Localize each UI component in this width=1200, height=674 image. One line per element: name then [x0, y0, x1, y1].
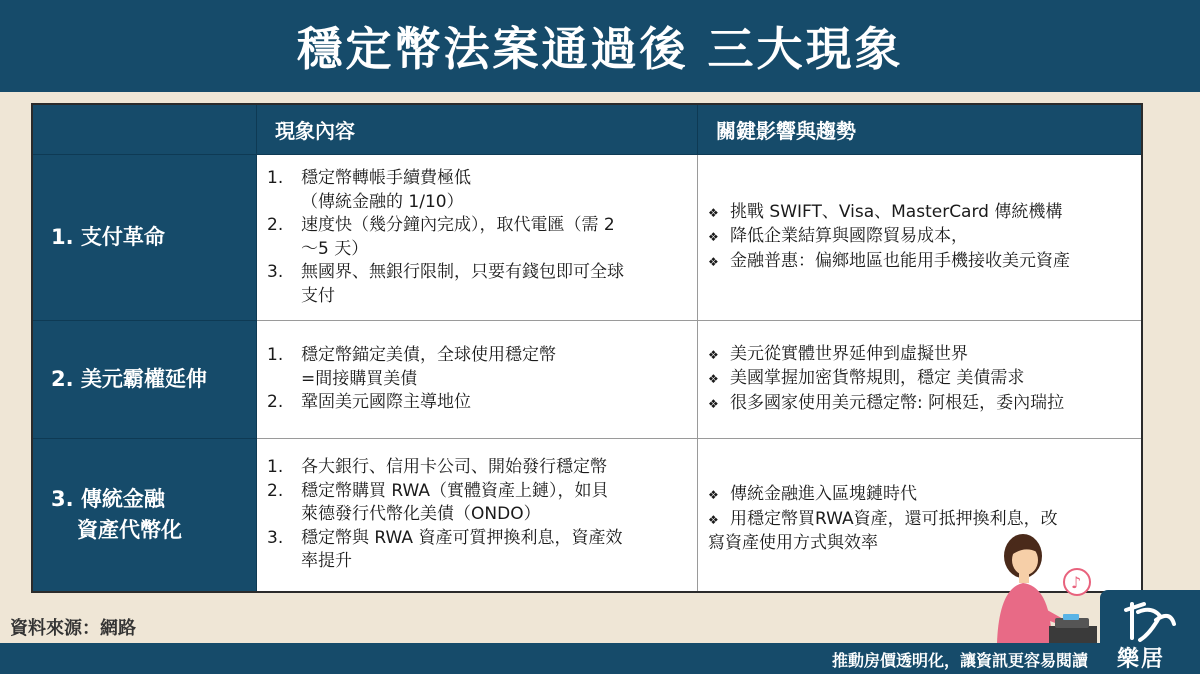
item-number: 2. — [267, 392, 284, 413]
item-number: 2. — [267, 480, 284, 501]
item-text: 速度快（幾分鐘內完成），取代電匯（需 2 — [301, 215, 615, 235]
impact-text: 用穩定幣買RWA資產，還可抵押換利息，改 — [730, 508, 1058, 529]
impact-text: 美國掌握加密貨幣規則，穩定 美債需求 — [730, 368, 1025, 389]
impact-cell — [698, 155, 1141, 321]
list-item — [267, 261, 697, 308]
content-cell — [257, 155, 698, 321]
table-row — [33, 155, 1141, 321]
item-number: 1. — [267, 457, 284, 478]
footer-bar — [0, 643, 1200, 674]
footer-slogan: 推動房價透明化，讓資訊更容易閱讀 — [831, 651, 1088, 670]
item-text: 萊德發行代幣化美債（ONDO） — [301, 504, 541, 525]
logo-mark-icon — [1100, 590, 1200, 646]
impact-item — [708, 343, 1141, 368]
diamond-bullet-icon: ❖ — [708, 488, 719, 502]
item-text: 穩定幣錨定美債，全球使用穩定幣 — [301, 345, 556, 366]
impact-text: 很多國家使用美元穩定幣: 阿根廷，委內瑞拉 — [730, 392, 1065, 413]
item-text: 支付 — [301, 285, 335, 306]
item-number: 3. — [267, 262, 284, 282]
row-label-line: 3. 傳統金融 — [51, 487, 165, 511]
svg-text:♪: ♪ — [1071, 573, 1082, 592]
header-cell-empty — [33, 105, 257, 155]
item-text: ～5 天） — [301, 238, 369, 259]
list-item — [267, 214, 697, 261]
table-row — [33, 439, 1141, 591]
content-cell — [257, 439, 698, 591]
row-label-line: 2. 美元霸權延伸 — [51, 367, 207, 391]
impact-text: 降低企業結算與國際貿易成本， — [730, 226, 968, 247]
list-item — [267, 527, 697, 574]
item-text: 各大銀行、信用卡公司、開始發行穩定幣 — [301, 457, 607, 478]
source-note: 資料來源：網路 — [10, 618, 136, 639]
list-item — [267, 391, 697, 415]
logo-text: 樂居 — [1117, 647, 1166, 672]
impact-cell — [698, 321, 1141, 439]
item-number: 1. — [267, 168, 284, 188]
table-row — [33, 321, 1141, 439]
impact-item — [708, 392, 1141, 417]
impact-text: 挑戰 SWIFT、Visa、MasterCard 傳統機構 — [730, 201, 1063, 222]
item-text: 鞏固美元國際主導地位 — [301, 392, 471, 413]
row-label-line: 資產代幣化 — [77, 518, 182, 542]
item-text: 穩定幣與 RWA 資產可質押換利息，資產效 — [301, 527, 623, 548]
row-label — [33, 439, 257, 591]
header-cell-content: 現象內容 — [257, 105, 698, 155]
header-cell-impact: 關鍵影響與趨勢 — [698, 105, 1141, 155]
diamond-bullet-icon: ❖ — [708, 205, 719, 220]
item-number: 3. — [267, 527, 284, 548]
row-label — [33, 321, 257, 439]
item-number: 2. — [267, 215, 284, 235]
impact-item — [708, 250, 1141, 275]
list-item — [267, 167, 697, 214]
diamond-bullet-icon: ❖ — [708, 396, 719, 411]
impact-text: 寫資產使用方式與效率 — [708, 533, 878, 553]
impact-item — [708, 367, 1141, 392]
row-label-line: 1. 支付革命 — [51, 225, 165, 249]
item-text: 率提升 — [301, 551, 352, 572]
impact-item — [708, 483, 1141, 508]
item-text: 穩定幣購買 RWA（實體資產上鏈），如貝 — [301, 480, 609, 501]
impact-text: 金融普惠：偏鄉地區也能用手機接收美元資產 — [730, 250, 1070, 271]
content-cell — [257, 321, 698, 439]
list-item — [267, 456, 697, 480]
item-text: 無國界、無銀行限制，只要有錢包即可全球 — [301, 262, 624, 282]
impact-item — [708, 201, 1141, 226]
phenomena-table — [31, 103, 1143, 593]
diamond-bullet-icon: ❖ — [708, 372, 719, 387]
title-banner — [0, 0, 1200, 92]
diamond-bullet-icon: ❖ — [708, 254, 719, 269]
page-title: 穩定幣法案通過後 三大現象 — [296, 22, 904, 76]
item-number: 1. — [267, 345, 284, 366]
list-item — [267, 344, 697, 391]
table-header-row — [33, 105, 1141, 155]
diamond-bullet-icon: ❖ — [708, 347, 719, 362]
impact-item — [708, 225, 1141, 250]
row-label — [33, 155, 257, 321]
item-text: =間接購買美債 — [301, 368, 418, 389]
item-text: 穩定幣轉帳手續費極低 — [301, 168, 471, 188]
impact-text: 傳統金融進入區塊鏈時代 — [730, 484, 917, 504]
impact-text: 美元從實體世界延伸到虛擬世界 — [730, 343, 968, 364]
woman-paying-illustration — [985, 528, 1100, 643]
diamond-bullet-icon: ❖ — [708, 230, 719, 245]
item-text: （傳統金融的 1/10） — [301, 191, 464, 212]
list-item — [267, 480, 697, 527]
diamond-bullet-icon: ❖ — [708, 512, 719, 527]
